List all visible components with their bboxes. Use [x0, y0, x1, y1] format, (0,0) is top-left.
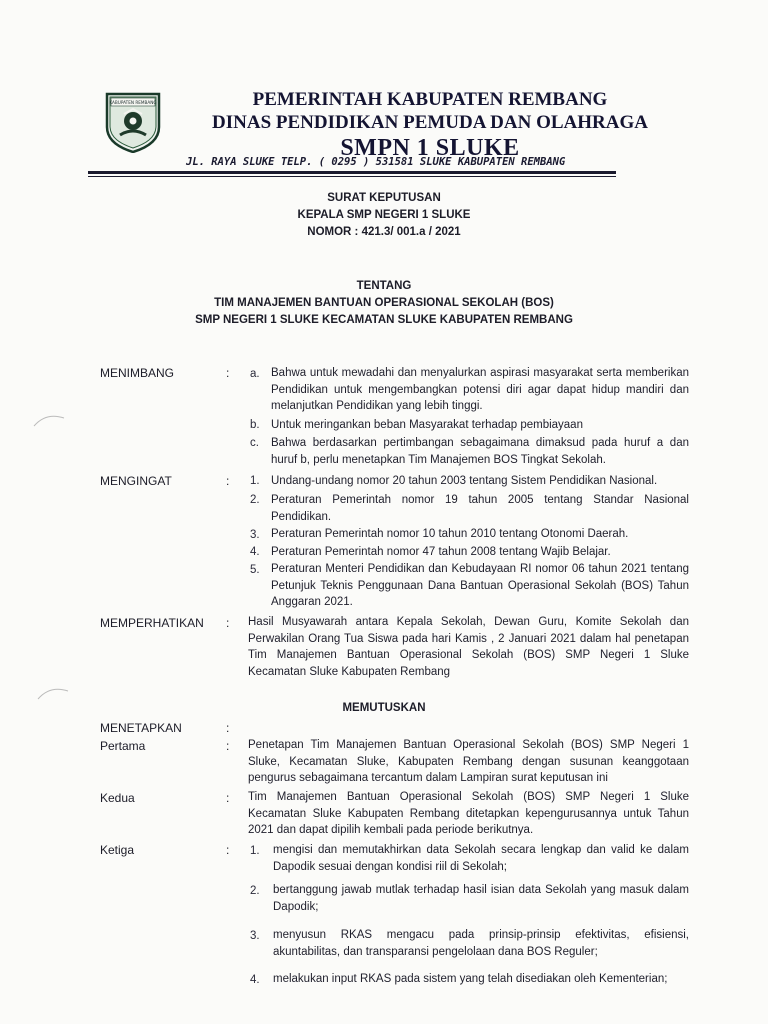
list-marker: 1.	[250, 845, 260, 857]
colon: :	[226, 791, 230, 805]
section-label-menetapkan: MENETAPKAN	[100, 721, 182, 735]
list-marker: b.	[250, 419, 260, 431]
mengingat-item: Peraturan Pemerintah nomor 19 tahun 2005 tentang Standar Nasional Pendidikan.	[271, 494, 689, 523]
colon: :	[226, 721, 230, 735]
ketiga-item: menyusun RKAS mengacu pada prinsip-prinsip efektivitas, efisiensi, akuntabilitas, dan transparansi pengelolaan dana BOS Reguler;	[273, 929, 689, 958]
letterhead-rule-thin	[88, 176, 616, 177]
ketiga-item: melakukan input RKAS pada sistem yang telah disediakan oleh Kementerian;	[273, 973, 668, 985]
mengingat-item: Peraturan Menteri Pendidikan dan Kebudayaan RI nomor 06 tahun 2021 tentang Petunjuk Teknis Penggunaan Dana Bantuan Operasional Sekolah (BOS) Tahun Anggaran 2021.	[271, 563, 689, 608]
letterhead-address: JL. RAYA SLUKE TELP. ( 0295 ) 531581 SLUKE KABUPATEN REMBANG	[186, 156, 566, 168]
section-label-mengingat: MENGINGAT	[100, 474, 172, 488]
list-marker: 2.	[250, 494, 260, 506]
list-marker: 1.	[250, 475, 260, 487]
mengingat-item: Peraturan Pemerintah nomor 47 tahun 2008 tentang Wajib Belajar.	[271, 546, 611, 558]
letterhead-government: PEMERINTAH KABUPATEN REMBANG	[252, 89, 608, 110]
punch-hole-mark	[32, 410, 66, 430]
section-label-ketiga: Ketiga	[100, 843, 135, 857]
decree-number: NOMOR : 421.3/ 001.a / 2021	[307, 226, 461, 238]
pertama-text: Penetapan Tim Manajemen Bantuan Operasional Sekolah (BOS) SMP Negeri 1 Sluke, Kecamatan Sluke, Kabupaten Rembang dengan susunan keanggotaan pengurus sebagaimana tercantum dalam Lampiran surat keputusan ini	[248, 739, 689, 784]
section-label-menimbang: MENIMBANG	[100, 366, 175, 380]
kabupaten-rembang-emblem	[104, 91, 162, 153]
decree-issuer: KEPALA SMP NEGERI 1 SLUKE	[297, 209, 471, 221]
menimbang-item: Bahwa untuk mewadahi dan menyalurkan aspirasi masyarakat serta memberikan Pendidikan untuk mengembangkan potensi diri agar dapat hidup mandiri dan melanjutkan Pendidikan yang lebih tinggi.	[271, 367, 689, 412]
section-label-pertama: Pertama	[100, 739, 146, 753]
list-marker: 3.	[250, 529, 260, 541]
list-marker: 3.	[250, 930, 260, 942]
letterhead-department: DINAS PENDIDIKAN PEMUDA DAN OLAHRAGA	[212, 112, 648, 133]
list-marker: a.	[250, 368, 260, 380]
colon: :	[226, 474, 230, 488]
list-marker: c.	[250, 437, 259, 449]
colon: :	[226, 616, 230, 630]
list-marker: 5.	[250, 564, 260, 576]
svg-text:KABUPATEN REMBANG: KABUPATEN REMBANG	[109, 100, 157, 106]
decree-subject	[0, 278, 768, 329]
subject-tentang: TENTANG	[356, 280, 412, 292]
menimbang-item: Bahwa berdasarkan pertimbangan sebagaimana dimaksud pada huruf a dan huruf b, perlu menetapkan Tim Manajemen BOS Tingkat Sekolah.	[271, 437, 689, 466]
subject-line-1: TIM MANAJEMEN BANTUAN OPERASIONAL SEKOLAH (BOS)	[214, 297, 554, 309]
letterhead-rule-thick	[88, 171, 616, 174]
section-label-kedua: Kedua	[100, 791, 135, 805]
letterhead-school: SMPN 1 SLUKE	[340, 135, 520, 161]
list-marker: 2.	[250, 885, 260, 897]
punch-hole-mark	[36, 683, 70, 703]
letterhead	[200, 88, 660, 162]
colon: :	[226, 739, 230, 753]
colon: :	[226, 366, 230, 380]
list-marker: 4.	[250, 974, 260, 986]
colon: :	[226, 843, 230, 857]
subject-line-2: SMP NEGERI 1 SLUKE KECAMATAN SLUKE KABUPATEN REMBANG	[195, 314, 573, 326]
menimbang-item: Untuk meringankan beban Masyarakat terhadap pembiayaan	[271, 419, 583, 431]
list-marker: 4.	[250, 546, 260, 558]
kedua-text: Tim Manajemen Bantuan Operasional Sekolah (BOS) SMP Negeri 1 Sluke Kecamatan Sluke Kabupaten Rembang ditetapkan kepengurusannya untuk Tahun 2021 dan dapat dipilih kembali pada periode berikutnya.	[248, 791, 689, 836]
mengingat-item: Peraturan Pemerintah nomor 10 tahun 2010 tentang Otonomi Daerah.	[271, 528, 629, 540]
ketiga-item: bertanggung jawab mutlak terhadap hasil isian data Sekolah yang masuk dalam Dapodik;	[273, 884, 689, 913]
memperhatikan-text: Hasil Musyawarah antara Kepala Sekolah, Dewan Guru, Komite Sekolah dan Perwakilan Orang Tua Siswa pada hari Kamis , 2 Januari 2021 dalam hal penetapan Tim Manajemen Bantuan Operasional Sekolah (BOS) SMP Negeri 1 Sluke Kecamatan Sluke Kabupaten Rembang	[248, 616, 689, 678]
section-label-memperhatikan: MEMPERHATIKAN	[100, 616, 204, 630]
memutuskan-heading: MEMUTUSKAN	[342, 702, 426, 714]
ketiga-item: mengisi dan memutakhirkan data Sekolah secara lengkap dan valid ke dalam Dapodik sesuai dengan kondisi riil di Sekolah;	[273, 844, 689, 873]
decree-heading	[0, 190, 768, 241]
mengingat-item: Undang-undang nomor 20 tahun 2003 tentang Sistem Pendidikan Nasional.	[271, 475, 658, 487]
decree-type: SURAT KEPUTUSAN	[327, 192, 441, 204]
